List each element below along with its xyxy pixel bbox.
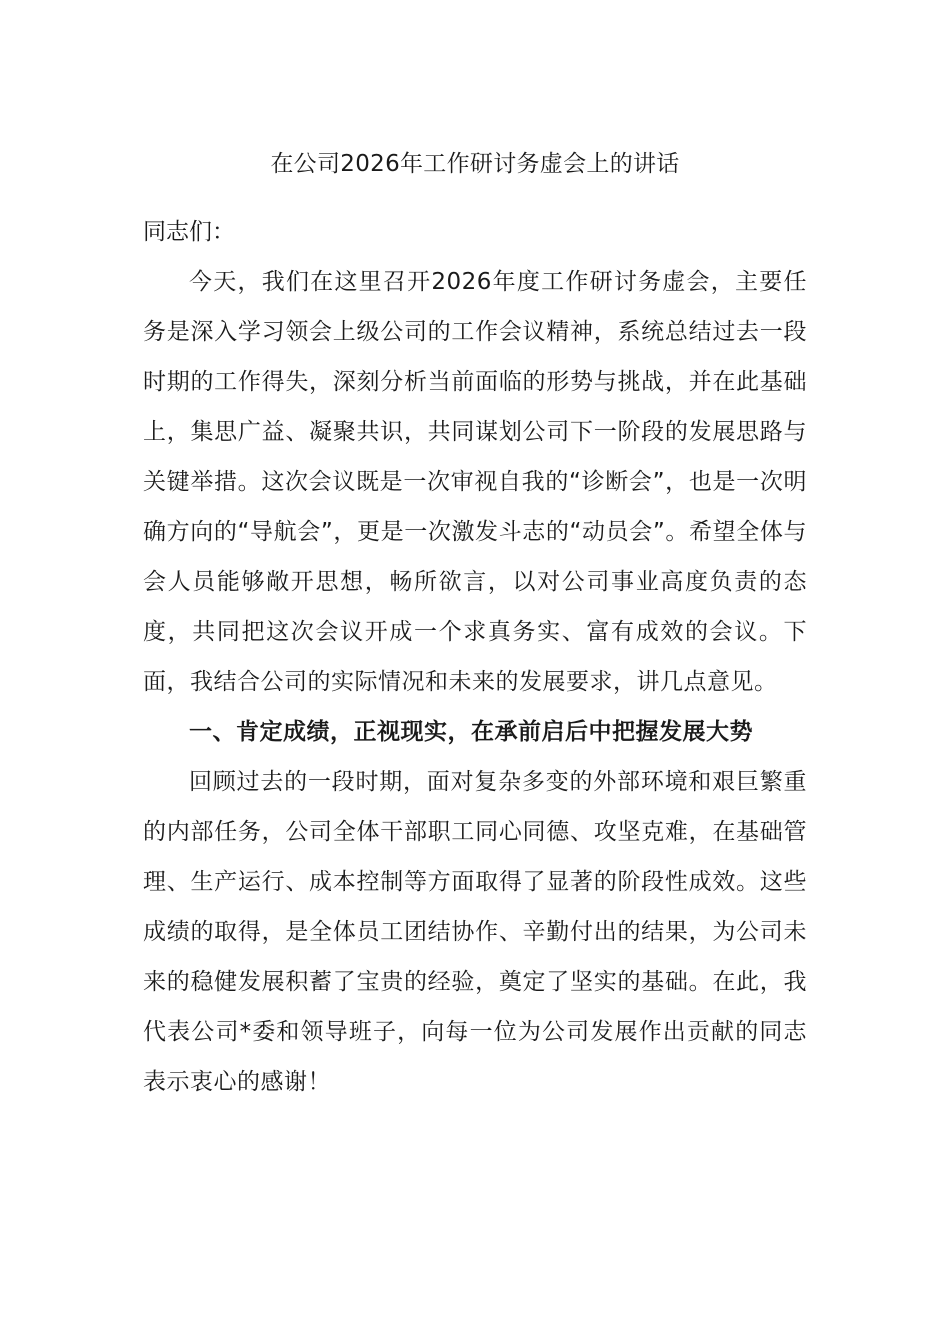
document-body bbox=[143, 207, 807, 1107]
section-paragraph: 回顾过去的一段时期，面对复杂多变的外部环境和艰巨繁重的内部任务，公司全体干部职工同心同德、攻坚克难，在基础管理、生产运行、成本控制等方面取得了显著的阶段性成效。这些成绩的取得，是全体员工团结协作、辛勤付出的结果，为公司未来的稳健发展积蓄了宝贵的经验，奠定了坚实的基础。在此，我代表公司*委和领导班子，向每一位为公司发展作出贡献的同志表示衷心的感谢！ bbox=[143, 769, 807, 1095]
intro-paragraph: 今天，我们在这里召开2026年度工作研讨务虚会，主要任务是深入学习领会上级公司的工作会议精神，系统总结过去一段时期的工作得失，深刻分析当前面临的形势与挑战，并在此基础上，集思广益、凝聚共识，共同谋划公司下一阶段的发展思路与关键举措。这次会议既是一次审视自我的“诊断会”，也是一次明确方向的“导航会”，更是一次激发斗志的“动员会”。希望全体与会人员能够敞开思想，畅所欲言，以对公司事业高度负责的态度，共同把这次会议开成一个求真务实、富有成效的会议。下面，我结合公司的实际情况和未来的发展要求，讲几点意见。 bbox=[143, 269, 807, 695]
document-title: 在公司2026年工作研讨务虚会上的讲话 bbox=[270, 151, 680, 177]
salutation: 同志们： bbox=[143, 219, 235, 245]
section-heading: 一、肯定成绩，正视现实，在承前启后中把握发展大势 bbox=[189, 719, 753, 745]
